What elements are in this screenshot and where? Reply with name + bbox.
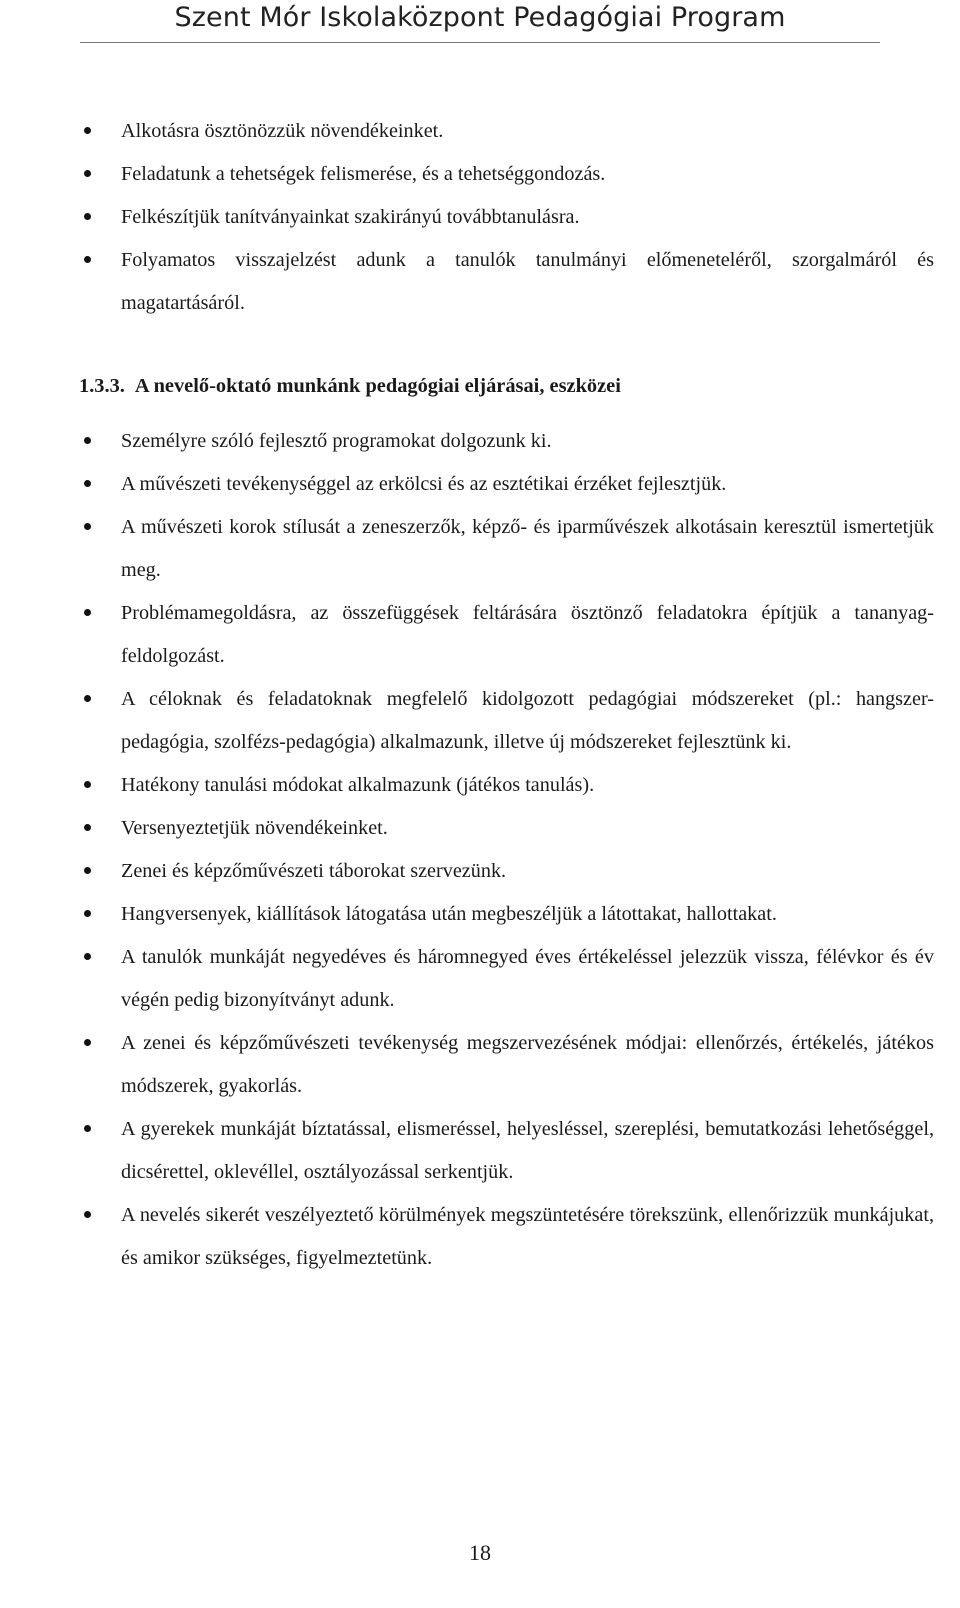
page-number: 18	[469, 1540, 491, 1565]
list-item-text: Problémamegoldásra, az összefüggések feltárására ösztönző feladatokra építjük a tananyag-feldolgozást.	[121, 602, 934, 667]
list-item	[80, 463, 934, 506]
bullet-icon	[84, 213, 91, 220]
running-header: Szent Mór Iskolaközpont Pedagógiai Program	[174, 2, 786, 33]
list-item-text: A nevelés sikerét veszélyeztető körülmények megszüntetésére törekszünk, ellenőrizzük munkájukat, és amikor szükséges, figyelmeztetünk.	[121, 1204, 934, 1269]
bullet-icon	[84, 867, 91, 874]
list-item	[80, 239, 934, 325]
list-item	[80, 1022, 934, 1108]
bullet-icon	[84, 437, 91, 444]
bullet-icon	[84, 1039, 91, 1046]
list-item	[80, 1194, 934, 1280]
list-item	[80, 893, 934, 936]
list-item-text: Hangversenyek, kiállítások látogatása után megbeszéljük a látottakat, hallottakat.	[121, 903, 777, 925]
section-title: A nevelő-oktató munkánk pedagógiai eljárásai, eszközei	[134, 375, 621, 397]
list-item-text: A céloknak és feladatoknak megfelelő kidolgozott pedagógiai módszereket (pl.: hangszer-pedagógia, szolfézs-pedagógia) alkalmazunk, illetve új módszereket fejlesztünk ki.	[121, 688, 934, 753]
bullet-icon	[84, 170, 91, 177]
list-item	[80, 764, 934, 807]
list-item	[80, 196, 934, 239]
bullet-icon	[84, 609, 91, 616]
section-heading	[79, 370, 621, 402]
bullet-icon	[84, 695, 91, 702]
bullet-icon	[84, 824, 91, 831]
list-item	[80, 936, 934, 1022]
bullet-icon	[84, 1211, 91, 1218]
bullet-icon	[84, 127, 91, 134]
list-item-text: A zenei és képzőművészeti tevékenység megszervezésének módjai: ellenőrzés, értékelés, játékos módszerek, gyakorlás.	[121, 1032, 934, 1097]
list-item	[80, 420, 934, 463]
list-item	[80, 110, 934, 153]
list-item-text: A tanulók munkáját negyedéves és háromnegyed éves értékeléssel jelezzük vissza, félévkor és év végén pedig bizonyítványt adunk.	[121, 946, 934, 1011]
list-item-text: Személyre szóló fejlesztő programokat dolgozunk ki.	[121, 430, 552, 452]
list-item	[80, 592, 934, 678]
bullet-icon	[84, 953, 91, 960]
bullet-icon	[84, 910, 91, 917]
list-item-text: Alkotásra ösztönözzük növendékeinket.	[121, 120, 444, 142]
list-item-text: Felkészítjük tanítványainkat szakirányú továbbtanulásra.	[121, 206, 580, 228]
bullet-icon	[84, 1125, 91, 1132]
list-item-text: Feladatunk a tehetségek felismerése, és a tehetséggondozás.	[121, 163, 606, 185]
bullet-icon	[84, 781, 91, 788]
bullet-icon	[84, 480, 91, 487]
goals-list	[80, 110, 960, 325]
list-item-text: A művészeti korok stílusát a zeneszerzők, képző- és iparművészek alkotásain keresztül ismertetjük meg.	[121, 516, 934, 581]
list-item	[80, 153, 934, 196]
list-item-text: Versenyeztetjük növendékeinket.	[121, 817, 388, 839]
header-divider	[80, 42, 880, 43]
list-item	[80, 807, 934, 850]
list-item	[80, 850, 934, 893]
list-item	[80, 678, 934, 764]
list-item-text: A gyerekek munkáját bíztatással, elismeréssel, helyesléssel, szereplési, bemutatkozási lehetőséggel, dicsérettel, oklevéllel, osztályozással serkentjük.	[121, 1118, 934, 1183]
methods-list	[80, 420, 960, 1280]
list-item-text: Hatékony tanulási módokat alkalmazunk (játékos tanulás).	[121, 774, 595, 796]
list-item-text: A művészeti tevékenységgel az erkölcsi és az esztétikai érzéket fejlesztjük.	[121, 473, 727, 495]
list-item-text: Folyamatos visszajelzést adunk a tanulók tanulmányi előmeneteléről, szorgalmáról és magatartásáról.	[121, 249, 934, 314]
list-item	[80, 1108, 934, 1194]
bullet-icon	[84, 523, 91, 530]
list-item	[80, 506, 934, 592]
bullet-icon	[84, 256, 91, 263]
list-item-text: Zenei és képzőművészeti táborokat szervezünk.	[121, 860, 507, 882]
section-number: 1.3.3.	[79, 375, 125, 397]
